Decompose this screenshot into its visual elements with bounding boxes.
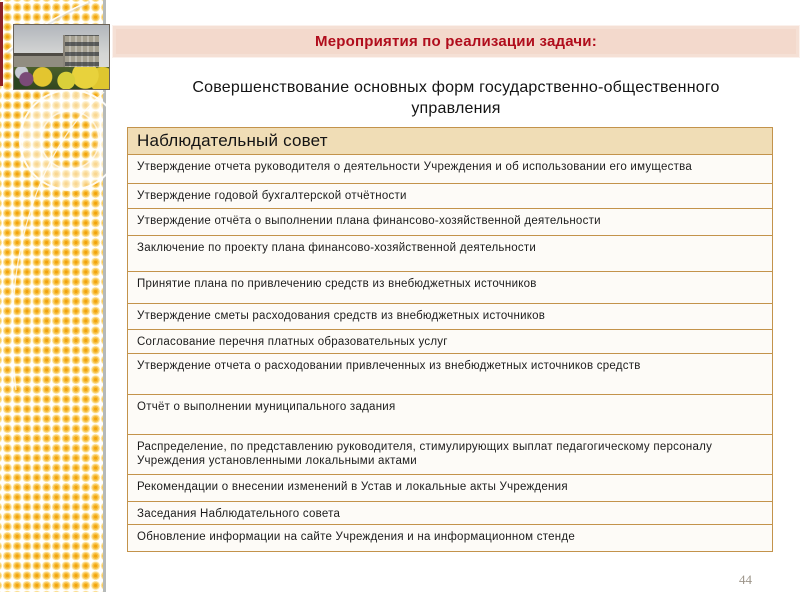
table-row: Согласование перечня платных образовательных услуг (128, 329, 772, 353)
table-row: Заседания Наблюдательного совета (128, 501, 772, 524)
page-number: 44 (739, 572, 752, 587)
table-row: Распределение, по представлению руководителя, стимулирующих выплат педагогическому персоналу Учреждения установленными локальными актами (128, 434, 772, 474)
table-row: Утверждение сметы расходования средств из внебюджетных источников (128, 303, 772, 329)
table-row: Рекомендации о внесении изменений в Устав и локальные акты Учреждения (128, 474, 772, 501)
table-row: Утверждение годовой бухгалтерской отчётности (128, 183, 772, 208)
school-building-photo (13, 24, 110, 90)
table-row: Отчёт о выполнении муниципального задания (128, 394, 772, 434)
table-row: Утверждение отчета о расходовании привлеченных из внебюджетных источников средств (128, 353, 772, 394)
table-row: Утверждение отчета руководителя о деятельности Учреждения и об использовании его имущества (128, 154, 772, 183)
decorative-sidebar (0, 0, 106, 592)
table-row: Утверждение отчёта о выполнении плана финансово-хозяйственной деятельности (128, 208, 772, 235)
slide-subtitle: Совершенствование основных форм государственно-общественного управления (192, 79, 720, 117)
title-bar (112, 25, 800, 58)
table-header: Наблюдательный совет (128, 128, 772, 154)
measures-table (127, 127, 773, 552)
table-row: Принятие плана по привлечению средств из внебюджетных источников (128, 271, 772, 303)
accent-bar (0, 2, 3, 86)
photo-flower-bed (14, 67, 109, 89)
slide-title: Мероприятия по реализации задачи: (315, 33, 597, 50)
table-row: Заключение по проекту плана финансово-хозяйственной деятельности (128, 235, 772, 271)
table-row: Обновление информации на сайте Учреждения и на информационном стенде (128, 524, 772, 551)
